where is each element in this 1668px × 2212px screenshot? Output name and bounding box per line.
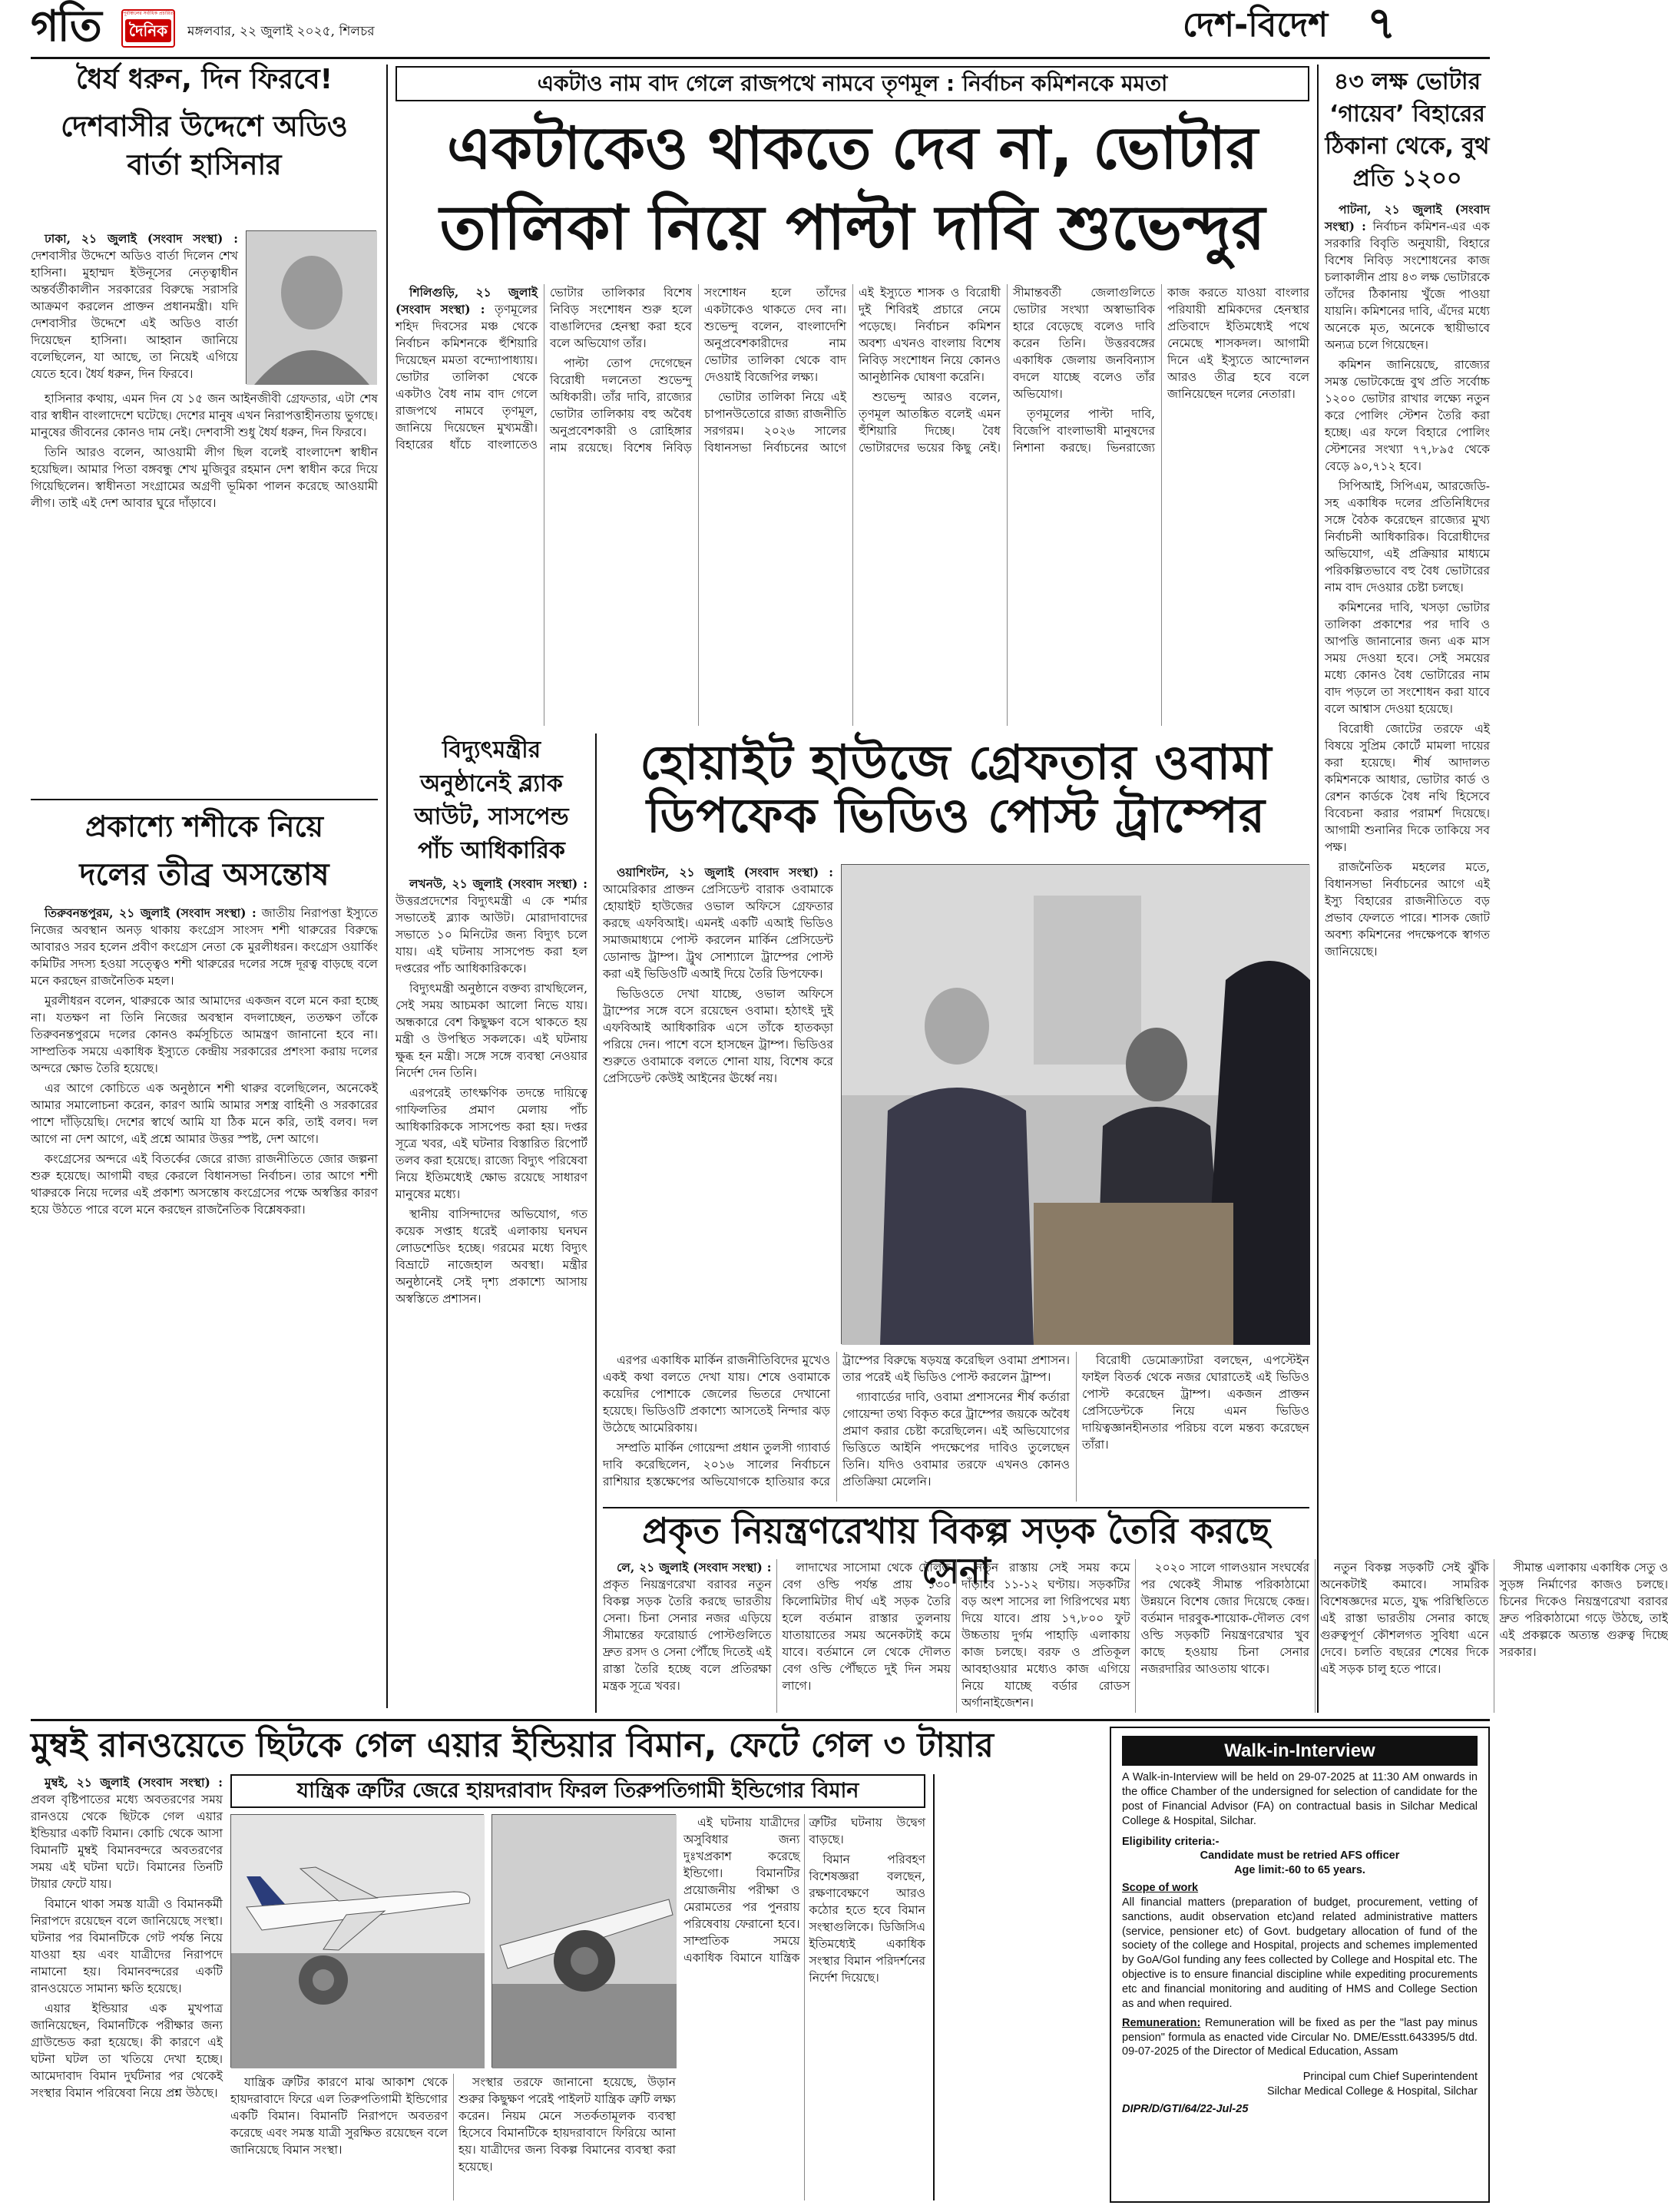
page-number: ৭	[1367, 0, 1396, 49]
shashi-paragraph-1: জাতীয় নিরাপত্তা ইস্যুতে নিজের অবস্থান অনড় থাকায় কংগ্রেস সাংসদ শশী থারুরের বিরুদ্ধে আবারও সরব হলেন প্রবীণ কংগ্রেস নেতা কে মুরলীধরন। কংগ্রেস ওয়ার্কিং কমিটির সদস্য হওয়া সত্ত্বেও শশী থারুরের দলের সঙ্গে দূরত্ব বাড়ছে বলে মনে করছেন রাজনৈতিক মহল।	[31, 906, 378, 988]
hasina-paragraph-3: তিনি আরও বলেন, আওয়ামী লীগ ছিল বলেই বাংলাদেশ স্বাধীন হয়েছিল। আমার পিতা বঙ্গবন্ধু শেখ মুজিবুর রহমান দেশ স্বাধীন করে দিয়ে গিয়েছিলেন। স্বাধীনতা সংগ্রামের অগ্রণী ভূমিকা পালন করেছে আওয়ামী লীগ। তাই এই দেশ আবার ঘুরে দাঁড়াবে।	[31, 445, 378, 510]
tmc-paragraph-3: ভোটার তালিকা নিয়ে এই চাপানউতোরে রাজ্য রাজনীতি সরগরম। ২০২৬ সালের বিধানসভা নির্বাচনের আগে এই ইস্যুতে শাসক ও বিরোধী দুই শিবিরই প্রচারে নেমে পড়েছে। নির্বাচন কমিশন অবশ্য এখনও বাংলায় বিশেষ নিবিড় সংশোধন নিয়ে কোনও আনুষ্ঠানিক ঘোষণা করেনি।	[704, 286, 1001, 455]
bihar-paragraph-5: বিরোধী জোটের তরফে এই বিষয়ে সুপ্রিম কোর্টে মামলা দায়ের করা হয়েছে। শীর্ষ আদালত কমিশনকে আধার, ভোটার কার্ড ও রেশন কার্ডকে বৈধ নথি হিসেবে বিবেচনা করার পরামর্শ দিয়েছে। আগামী শুনানির দিকে তাকিয়ে সব পক্ষ।	[1325, 722, 1490, 854]
ad-title: Walk-in-Interview	[1122, 1736, 1478, 1766]
army-paragraph-6: সীমান্ত এলাকায় একাধিক সেতু ও সুড়ঙ্গ নির্মাণের কাজও চলছে। চিনের দিকেও নিয়ন্ত্রণরেখা বরাবর দ্রুত পরিকাঠামো গড়ে উঠছে, তাই এই প্রকল্পকে অত্যন্ত গুরুত্ব দিচ্ছে সরকার।	[1499, 1561, 1668, 1659]
ad-remuneration-label: Remuneration:	[1122, 2016, 1201, 2029]
masthead	[31, 0, 1490, 54]
airplane-photo-2	[491, 1814, 676, 2068]
indigo-body-right	[683, 1814, 925, 2200]
indigo-paragraph-3: এই ঘটনায় যাত্রীদের অসুবিধার জন্য দুঃখপ্রকাশ করেছে ইন্ডিগো। বিমানটির প্রয়োজনীয় পরীক্ষা ও মেরামতের পর পুনরায় পরিষেবায় ফেরানো হবে। সাম্প্রতিক সময়ে একাধিক বিমানে যান্ত্রিক ত্রুটির ঘটনায় উদ্বেগ বাড়ছে।	[683, 1816, 925, 1965]
shashi-headline-2: দলের তীব্র অসন্তোষ	[79, 857, 329, 892]
hasina-dateline: ঢাকা, ২১ জুলাই (সংবাদ সংস্থা) :	[45, 231, 238, 246]
airindia-paragraph-2: বিমানে থাকা সমস্ত যাত্রী ও বিমানকর্মী নিরাপদে রয়েছেন বলে জানিয়েছে সংস্থা। ঘটনার পর বিমানটিকে গেট পর্যন্ত নিয়ে যাওয়া হয় এবং যাত্রীদের নিরাপদে নামানো হয়। বিমানবন্দরের একটি রানওয়েতে সামান্য ক্ষতি হয়েছে।	[31, 1897, 223, 1995]
tmc-paragraph-5: তৃণমূলের পাল্টা দাবি, বিজেপি বাংলাভাষী মানুষদের নিশানা করছে। ভিনরাজ্যে কাজ করতে যাওয়া বাংলার পরিযায়ী শ্রমিকদের হেনস্থার প্রতিবাদে ইতিমধ্যেই পথে নেমেছে শাসকদল। আগামী দিনে এই ইস্যুতে আন্দোলন আরও তীব্র হবে বলে জানিয়েছেন দলের নেতারা।	[1013, 286, 1309, 455]
airindia-paragraph-3: এয়ার ইন্ডিয়ার এক মুখপাত্র জানিয়েছেন, বিমানটিকে পরীক্ষার জন্য গ্রাউন্ডেড করা হয়েছে। কী কারণে এই ঘটনা ঘটল তা খতিয়ে দেখা হচ্ছে। আমেদাবাদ বিমান দুর্ঘটনার পর থেকেই সংস্থার বিমান পরিষেবা নিয়ে প্রশ্ন উঠছে।	[31, 2002, 223, 2100]
shashi-paragraph-2: মুরলীধরন বলেন, থারুরকে আর আমাদের একজন বলে মনে করা হচ্ছে না। যতক্ষণ না তিনি নিজের অবস্থান বদলাচ্ছেন, ততক্ষণ তাঁকে তিরুবনন্তপুরমে দলের কোনও কর্মসূচিতে আমন্ত্রণ জানানো হবে না। সাম্প্রতিক সময়ে একাধিক ইস্যুতে কেন্দ্রীয় সরকারের প্রশংসা করায় দলের অন্দরে ক্ষোভ তৈরি হয়েছে।	[31, 994, 378, 1075]
ad-signatory-2: Silchar Medical College & Hospital, Silchar	[1266, 2085, 1478, 2098]
bihar-paragraph-6: রাজনৈতিক মহলের মতে, বিধানসভা নির্বাচনের আগে এই ইস্যু বিহারের রাজনীতিতে বড় প্রভাব ফেলতে পারে। শাসক জোট অবশ্য কমিশনের পদক্ষেপকে স্বাগত জানিয়েছে।	[1325, 860, 1490, 959]
bihar-paragraph-3: সিপিআই, সিপিএম, আরজেডি-সহ একাধিক দলের প্রতিনিধিদের সঙ্গে বৈঠক করেছেন রাজ্যের মুখ্য নির্বাচনী আধিকারিক। বিরোধীদের অভিযোগ, এই প্রক্রিয়ার মাধ্যমে পরিকল্পিতভাবে বহু বৈধ ভোটারের নাম বাদ দেওয়ার চেষ্টা চলছে।	[1325, 479, 1490, 594]
bihar-body	[1325, 201, 1490, 1710]
hasina-body	[31, 230, 238, 388]
bihar-paragraph-1: নির্বাচন কমিশন-এর এক সরকারি বিবৃতি অনুযায়ী, বিহারে বিশেষ নিবিড় সংশোধনের কাজ চলাকালীন প্রায় ৪৩ লক্ষ ভোটারকে তাঁদের ঠিকানায় খুঁজে পাওয়া যায়নি। কমিশনের দাবি, এঁদের মধ্যে অনেকে মৃত, অনেকে স্থায়ীভাবে অন্যত্র চলে গিয়েছেন।	[1325, 220, 1491, 352]
ad-code: DIPR/D/GTI/64/22-Jul-25	[1122, 2102, 1249, 2115]
paper-badge	[121, 9, 175, 48]
tmc-paragraph-4: শুভেন্দু আরও বলেন, তৃণমূল আতঙ্কিত বলেই এমন হুঁশিয়ারি দিচ্ছে। বৈধ ভোটারদের ভয়ের কিছু নেই। সীমান্তবর্তী জেলাগুলিতে ভোটার সংখ্যা অস্বাভাবিক হারে বেড়েছে বলেও দাবি করেন তিনি। উত্তরবঙ্গের একাধিক জেলায় জনবিন্যাস বদলে যাচ্ছে বলেও তাঁর অভিযোগ।	[859, 286, 1155, 455]
walk-in-interview-ad	[1110, 1727, 1490, 2203]
airplane-photo	[230, 1814, 484, 2068]
tmc-paragraph-2: পাল্টা তোপ দেগেছেন বিরোধী দলনেতা শুভেন্দু অধিকারী। তাঁর দাবি, রাজ্যের ভোটার তালিকায় বহু অবৈধ অনুপ্রবেশকারী ও রোহিঙ্গার নাম রয়েছে। বিশেষ নিবিড় সংশোধন হলে তাঁদের একটাকেও থাকতে দেব না। শুভেন্দু বলেন, বাংলাদেশি অনুপ্রবেশকারীদের নাম ভোটার তালিকা থেকে বাদ দেওয়াই বিজেপির লক্ষ্য।	[550, 286, 846, 455]
obama-headline-2: ডিপফেক ভিডিও পোস্ট ট্রাম্পের	[646, 787, 1266, 844]
power-headline: বিদ্যুৎমন্ত্রীর অনুষ্ঠানেই ব্ল্যাক আউট, সাসপেন্ড পাঁচ আধিকারিক	[414, 737, 569, 864]
hasina-photo	[246, 230, 376, 384]
obama-paragraph-3: এরপর একাধিক মার্কিন রাজনীতিবিদের মুখেও একই কথা বলতে দেখা যায়। শেষে ওবামাকে কয়েদির পোশাকে জেলের ভিতরে দেখানো হয়েছে। ভিডিওটি প্রকাশ্যে আসতেই নিন্দার ঝড় উঠেছে আমেরিকায়।	[603, 1353, 830, 1435]
section-rule	[31, 1719, 1490, 1721]
indigo-paragraph-4: বিমান পরিবহণ বিশেষজ্ঞরা বলছেন, রক্ষণাবেক্ষণে আরও কঠোর হতে হবে বিমান সংস্থাগুলিকে। ডিজিসিএ ইতিমধ্যেই একাধিক সংস্থার বিমান পরিদর্শনের নির্দেশ দিয়েছে।	[809, 1853, 925, 1985]
indigo-headline: যান্ত্রিক ত্রুটির জেরে হায়দরাবাদ ফিরল তিরুপতিগামী ইন্ডিগোর বিমান	[296, 1779, 859, 1803]
indigo-headline-box	[230, 1774, 925, 1808]
issue-dateline: মঙ্গলবার, ২২ জুলাই ২০২৫, শিলচর	[187, 24, 375, 39]
obama-photo	[841, 864, 1309, 1344]
airplane-image	[231, 1815, 485, 2068]
badge-main: দৈনিক	[125, 19, 171, 42]
ad-intro: A Walk-in-Interview will be held on 29-07-2025 at 11:30 AM onwards in the office Chamber of the undersigned for selection of candidate for the post of Financial Advisor (FA) on contractual basis in Silchar Medical College & Hospital, Silchar.	[1122, 1771, 1478, 1827]
shashi-dateline: তিরুবনন্তপুরম, ২১ জুলাই (সংবাদ সংস্থা) :	[45, 906, 256, 920]
airindia-body	[31, 1774, 223, 2200]
army-paragraph-2: লাদাখের সাসোমা থেকে দৌলত বেগ ওল্ডি পর্যন্ত প্রায় ১৩০ কিলোমিটার দীর্ঘ এই সড়ক তৈরি হলে বর্তমান রাস্তার তুলনায় যাতায়াতের সময় অনেকটাই কমে যাবে। বর্তমানে লে থেকে দৌলত বেগ ওল্ডি পৌঁছতে দুই দিন সময় লাগে।	[782, 1561, 951, 1693]
obama-body-lead	[603, 864, 833, 1344]
airplane-closeup-image	[492, 1815, 677, 2068]
power-paragraph-2: বিদ্যুৎমন্ত্রী অনুষ্ঠানে বক্তব্য রাখছিলেন, সেই সময় আচমকা আলো নিভে যায়। অন্ধকারে বেশ কিছুক্ষণ বসে থাকতে হয় মন্ত্রী ও উপস্থিত সকলকে। এই ঘটনায় ক্ষুব্ধ হন মন্ত্রী। সঙ্গে সঙ্গে ব্যবস্থা নেওয়ার নির্দেশ দেন তিনি।	[395, 982, 587, 1080]
hasina-headline: দেশবাসীর উদ্দেশে অডিও বার্তা হাসিনার	[61, 110, 348, 181]
tmc-strap	[395, 66, 1309, 101]
ad-remuneration: Remuneration will be fixed as per the "last pay minus pension" formula as enacted vide Circular No. DME/Esstt.643395/5 dtd. 09-07-2025 of the Director of Medical Education, Assam	[1122, 2016, 1478, 2058]
hasina-body-continued	[31, 390, 378, 790]
hasina-kicker: ধৈর্য ধরুন, দিন ফিরবে!	[75, 64, 333, 95]
airindia-headline: মুম্বই রানওয়েতে ছিটকে গেল এয়ার ইন্ডিয়ার বিমান, ফেটে গেল ৩ টায়ার	[31, 1726, 994, 1765]
obama-paragraph-6: বিরোধী ডেমোক্র্যাটরা বলছেন, এপস্টেইন ফাইল বিতর্ক থেকে নজর ঘোরাতেই এই ভিডিও পোস্ট করেছেন ট্রাম্প। একজন প্রাক্তন প্রেসিডেন্টকে নিয়ে এমন ভিডিও দায়িত্বজ্ঞানহীনতার পরিচয় বলে মন্তব্য করেছেন তাঁরা।	[1082, 1353, 1309, 1452]
paper-logo: গতি	[31, 2, 101, 51]
shashi-paragraph-4: কংগ্রেসের অন্দরে এই বিতর্কের জেরে রাজ্য রাজনীতিতে জোর জল্পনা শুরু হয়েছে। আগামী বছর কেরলে বিধানসভা নির্বাচন। তার আগে শশী থারুরকে নিয়ে দলের এই প্রকাশ্য অসন্তোষ কংগ্রেসের পক্ষে অস্বস্তির কারণ হয়ে উঠতে পারে বলে মনে করছেন রাজনৈতিক বিশ্লেষকরা।	[31, 1152, 378, 1217]
ad-remuneration-block	[1122, 2016, 1478, 2060]
tmc-headline-1: একটাকেও থাকতে দেব না, ভোটার	[447, 114, 1258, 182]
army-headline: প্রকৃত নিয়ন্ত্রণরেখায় বিকল্প সড়ক তৈরি করছে সেনা	[642, 1510, 1270, 1591]
tmc-paragraph-1: তৃণমূলের শহিদ দিবসের মঞ্চ থেকে নির্বাচন কমিশনকে হুঁশিয়ারি দিয়েছেন মমতা বন্দ্যোপাধ্যায়। ভোটার তালিকা থেকে একটাও বৈধ নাম বাদ গেলে রাজপথে নামবে তৃণমূল, জানিয়ে দিয়েছেন মুখ্যমন্ত্রী। বিহারের ধাঁচে বাংলাতেও ভোটার তালিকার বিশেষ নিবিড় সংশোধন শুরু হলে বাঙালিদের হেনস্থা করা হবে বলে অভিযোগ তাঁর।	[395, 286, 692, 452]
power-paragraph-4: স্থানীয় বাসিন্দাদের অভিযোগ, গত কয়েক সপ্তাহ ধরেই এলাকায় ঘনঘন লোডশেডিং হচ্ছে। গরমের মধ্যে বিদ্যুৎ বিভ্রাটে নাজেহাল অবস্থা। মন্ত্রীর অনুষ্ঠানেই সেই দৃশ্য প্রকাশ্যে আসায় অস্বস্তিতে প্রশাসন।	[395, 1207, 587, 1306]
shashi-paragraph-3: এর আগে কোচিতে এক অনুষ্ঠানে শশী থারুর বলেছিলেন, অনেকেই আমার সমালোচনা করেন, কারণ আমি আমার সশস্ত্র বাহিনী ও সরকারের পাশে দাঁড়িয়েছি। দেশের স্বার্থে আমি যা ঠিক মনে করি, তাই বলব। দল আগে না দেশ আগে, এই প্রশ্নে আমার উত্তর স্পষ্ট, দেশ আগে।	[31, 1081, 378, 1146]
tmc-headline-2: তালিকা নিয়ে পাল্টা দাবি শুভেন্দুর	[439, 192, 1266, 263]
tmc-strap-text: একটাও নাম বাদ গেলে রাজপথে নামবে তৃণমূল : নির্বাচন কমিশনকে মমতা	[537, 71, 1168, 96]
column-rule	[31, 799, 378, 800]
army-paragraph-4: ২০২০ সালে গালওয়ান সংঘর্ষের পর থেকেই সীমান্ত পরিকাঠামো উন্নয়নে বিশেষ জোর দিয়েছে কেন্দ্র। বর্তমান দারবুক-শায়োক-দৌলত বেগ ওল্ডি সড়কটি নিয়ন্ত্রণরেখার খুব কাছে হওয়ায় চিনা সেনার নজরদারির আওতায় থাকে।	[1140, 1561, 1309, 1676]
army-dateline: লে, ২১ জুলাই (সংবাদ সংস্থা) :	[617, 1560, 772, 1575]
section-rule	[603, 1507, 1309, 1508]
power-dateline: লখনউ, ২১ জুলাই (সংবাদ সংস্থা) :	[409, 876, 587, 891]
airindia-paragraph-1: প্রবল বৃষ্টিপাতের মধ্যে অবতরণের সময় রানওয়ে থেকে ছিটকে গেল এয়ার ইন্ডিয়ার একটি বিমান। কোচি থেকে আসা বিমানটি মুম্বই বিমানবন্দরে অবতরণের সময় এই ঘটনা ঘটে। বিমানের তিনটি টায়ার ফেটে যায়।	[31, 1793, 223, 1891]
indigo-paragraph-2: সংস্থার তরফে জানানো হয়েছে, উড়ান শুরুর কিছুক্ষণ পরেই পাইলট যান্ত্রিক ত্রুটি লক্ষ্য করেন। নিয়ম মেনে সতর্কতামূলক ব্যবস্থা হিসেবে বিমানটিকে হায়দরাবাদে ফিরিয়ে আনা হয়। যাত্রীদের জন্য বিকল্প বিমানের ব্যবস্থা করা হয়েছে।	[458, 2075, 676, 2174]
shashi-body	[31, 905, 378, 1673]
obama-paragraph-1: আমেরিকার প্রাক্তন প্রেসিডেন্ট বারাক ওবামাকে হোয়াইট হাউজের ওভাল অফিসে গ্রেফতার করছে এফবিআই। এমনই একটি এআই ভিডিও সমাজমাধ্যমে পোস্ট করলেন মার্কিন প্রেসিডেন্ট ডোনাল্ড ট্রাম্প। ট্রুথ সোশ্যালে ট্রাম্পের পোস্ট করা এই ভিডিওটি এআই দিয়ে তৈরি ডিপফেক।	[603, 882, 833, 981]
badge-caption: পূর্বাঞ্চলের সর্বাধিক প্রচারিত	[123, 11, 174, 16]
airindia-dateline: মুম্বই, ২১ জুলাই (সংবাদ সংস্থা) :	[45, 1775, 223, 1790]
obama-paragraph-5: গ্যাবার্ডের দাবি, ওবামা প্রশাসনের শীর্ষ কর্তারা গোয়েন্দা তথ্য বিকৃত করে ট্রাম্পের জয়কে অবৈধ প্রমাণ করার চেষ্টা করেছিলেন। এই অভিযোগের ভিত্তিতে আইনি পদক্ষেপের দাবিও তুলেছেন তিনি। যদিও ওবামার তরফে এখনও কোনও প্রতিক্রিয়া মেলেনি।	[842, 1390, 1070, 1488]
obama-headline-box	[603, 736, 1309, 851]
shashi-headline-1: প্রকাশ্যে শশীকে নিয়ে	[84, 810, 324, 843]
ad-eligibility-2: Age limit:-60 to 65 years.	[1234, 1864, 1365, 1877]
bihar-dateline: পাটনা, ২১ জুলাই (সংবাদ সংস্থা) :	[1325, 202, 1490, 233]
obama-headline-1: হোয়াইট হাউজে গ্রেফতার ওবামা	[640, 734, 1273, 790]
tmc-dateline: শিলিগুড়ি, ২১ জুলাই (সংবাদ সংস্থা) :	[395, 285, 538, 316]
power-body	[395, 876, 587, 1713]
masthead-rule	[31, 57, 1490, 59]
indigo-body-under-photos	[230, 2074, 676, 2200]
obama-paragraph-2: ভিডিওতে দেখা যাচ্ছে, ওভাল অফিসে ট্রাম্পের সঙ্গে বসে রয়েছেন ওবামা। হঠাৎই দুই এফবিআই আধিকারিক এসে তাঁকে হাতকড়া পরিয়ে দেন। পাশে বসে হাসছেন ট্রাম্প। ভিডিওর শুরুতে ওবামাকে বলতে শোনা যায়, বিশেষ করে প্রেসিডেন্ট কেউই আইনের ঊর্ধ্বে নয়।	[603, 987, 833, 1085]
section-title: দেশ-বিদেশ	[1183, 5, 1329, 45]
army-paragraph-5: নতুন বিকল্প সড়কটি সেই ঝুঁকি অনেকটাই কমাবে। সামরিক বিশেষজ্ঞদের মতে, যুদ্ধ পরিস্থিতিতে এই রাস্তা ভারতীয় সেনার কাছে গুরুত্বপূর্ণ কৌশলগত সুবিধা এনে দেবে। চলতি বছরের শেষের দিকে এই সড়ক চালু হতে পারে।	[1320, 1561, 1489, 1676]
portrait-image	[247, 231, 377, 385]
ad-scope: All financial matters (preparation of budget, procurement, vetting of sanctions, audit observation etc)and related administrative matters (service, pensioner etc) of Govt. budgetary allocation of fund of the society of the college and Hospital, projects and schemes implemented by GoA/GoI funding any fees collected by College and Hospital etc. The objective is to ensure financial discipline while expediting procurements etc and financial monitoring and auditing of HMS and College Section as and when required.	[1122, 1896, 1478, 2010]
column-divider	[595, 733, 597, 1713]
bihar-paragraph-4: কমিশনের দাবি, খসড়া ভোটার তালিকা প্রকাশের পর দাবি ও আপত্তি জানানোর জন্য এক মাস সময় দেওয়া হবে। সেই সময়ের মধ্যে কোনও বৈধ ভোটারের নাম বাদ পড়লে তা সংশোধন করা যাবে বলে আশ্বাস দেওয়া হয়েছে।	[1325, 601, 1490, 716]
army-paragraph-3: নতুন রাস্তায় সেই সময় কমে দাঁড়াবে ১১-১২ ঘণ্টায়। সড়কটির বড় অংশ সাসের লা গিরিপথের মধ্য দিয়ে যাবে। প্রায় ১৭,৮০০ ফুট উচ্চতায় দুর্গম পাহাড়ি এলাকায় কাজ চলছে। বরফ ও প্রতিকূল আবহাওয়ার মধ্যেও কাজ এগিয়ে নিয়ে যাচ্ছে বর্ডার রোডস অর্গানাইজেশন।	[961, 1561, 1130, 1710]
column-divider	[1317, 65, 1319, 948]
arrest-image	[842, 865, 1310, 1345]
ad-eligibility-1: Candidate must be retried AFS officer	[1200, 1849, 1400, 1863]
ad-signatory-1: Principal cum Chief Superintendent	[1302, 2071, 1478, 2084]
column-divider	[933, 1774, 935, 2200]
obama-paragraph-4: সম্প্রতি মার্কিন গোয়েন্দা প্রধান তুলসী গ্যাবার্ড দাবি করেছিলেন, ২০১৬ সালের নির্বাচনে রাশিয়ার হস্তক্ষেপের অভিযোগকে হাতিয়ার করে ট্রাম্পের বিরুদ্ধে ষড়যন্ত্র করেছিল ওবামা প্রশাসন। তার পরেই এই ভিডিও পোস্ট করলেন ট্রাম্প।	[603, 1353, 1070, 1488]
bihar-paragraph-2: কমিশন জানিয়েছে, রাজ্যের সমস্ত ভোটকেন্দ্রে বুথ প্রতি সর্বোচ্চ ১২০০ ভোটার রাখার লক্ষ্যে নতুন করে পোলিং স্টেশন তৈরি করা হচ্ছে। এর ফলে বিহারে পোলিং স্টেশনের সংখ্যা ৭৭,৮৯৫ থেকে বেড়ে ৯০,৭১২ হবে।	[1325, 358, 1490, 473]
bihar-headline: ৪৩ লক্ষ ভোটার ‘গায়েব’ বিহারের ঠিকানা থেকে, বুথ প্রতি ১২০০	[1325, 68, 1490, 192]
power-paragraph-1: উত্তরপ্রদেশের বিদ্যুৎমন্ত্রী এ কে শর্মার সভাতেই ব্ল্যাক আউট। মোরাদাবাদের সভাতে ১০ মিনিটের জন্য বিদ্যুৎ চলে যায়। এই ঘটনায় সাসপেন্ড করা হল দপ্তরের পাঁচ আধিকারিককে।	[395, 894, 587, 975]
column-divider	[386, 65, 388, 1708]
tmc-body	[395, 284, 1309, 726]
indigo-paragraph-1: যান্ত্রিক ত্রুটির কারণে মাঝ আকাশ থেকে হায়দরাবাদে ফিরে এল তিরুপতিগামী ইন্ডিগোর একটি বিমান। বিমানটি নিরাপদে অবতরণ করেছে এবং সমস্ত যাত্রী সুরক্ষিত রয়েছেন বলে জানিয়েছে বিমান সংস্থা।	[230, 2075, 448, 2157]
ad-eligibility-label: Eligibility criteria:-	[1122, 1835, 1220, 1848]
army-body	[603, 1559, 1668, 1713]
power-paragraph-3: এরপরেই তাৎক্ষণিক তদন্তে দায়িত্বে গাফিলতির প্রমাণ মেলায় পাঁচ আধিকারিককে সাসপেন্ড করা হয়। দপ্তর সূত্রে খবর, এই ঘটনার বিস্তারিত রিপোর্ট তলব করা হয়েছে। রাজ্যে বিদ্যুৎ পরিষেবা নিয়ে ইতিমধ্যেই ক্ষোভ রয়েছে সাধারণ মানুষের মধ্যে।	[395, 1086, 587, 1201]
obama-body-continued	[603, 1352, 1309, 1502]
ad-scope-label: Scope of work	[1122, 1882, 1199, 1895]
column-divider	[1317, 948, 1319, 1713]
hasina-paragraph-2: হাসিনার কথায়, এমন দিন যে ১৫ জন আইনজীবী গ্রেফতার, এটা শেষ বার স্বাধীন বাংলাদেশে ঘটেছে। দেশের মানুষ এখন নিরাপত্তাহীনতায় ভুগছে। মানুষের জীবনের কোনও দাম নেই। দেশবাসী শুধু ধৈর্য ধরুন, দিন ফিরবে।	[31, 392, 378, 439]
hasina-paragraph-1: দেশবাসীর উদ্দেশে অডিও বার্তা দিলেন শেখ হাসিনা। মুহাম্মদ ইউনূসের নেতৃত্বাধীন অন্তর্বর্তীকালীন সরকারের বিরুদ্ধে সরাসরি আক্রমণ করলেন প্রাক্তন প্রধানমন্ত্রী। যদি দেশবাসীর উদ্দেশে এই অডিও বার্তা দিয়েছেন হাসিনা। আহ্বান জানিয়ে বলেছিলেন, যা আছে, তা নিয়েই এগিয়ে যেতে হবে। ধৈর্য ধরুন, দিন ফিরবে।	[31, 249, 238, 381]
army-paragraph-1: প্রকৃত নিয়ন্ত্রণরেখা বরাবর নতুন বিকল্প সড়ক তৈরি করছে ভারতীয় সেনা। চিনা সেনার নজর এড়িয়ে সীমান্তের ফরোয়ার্ড পোস্টগুলিতে দ্রুত রসদ ও সেনা পৌঁছে দিতেই এই রাস্তা তৈরি হচ্ছে বলে প্রতিরক্ষা মন্ত্রক সূত্রে খবর।	[603, 1578, 772, 1693]
obama-dateline: ওয়াশিংটন, ২১ জুলাই (সংবাদ সংস্থা) :	[617, 865, 833, 879]
